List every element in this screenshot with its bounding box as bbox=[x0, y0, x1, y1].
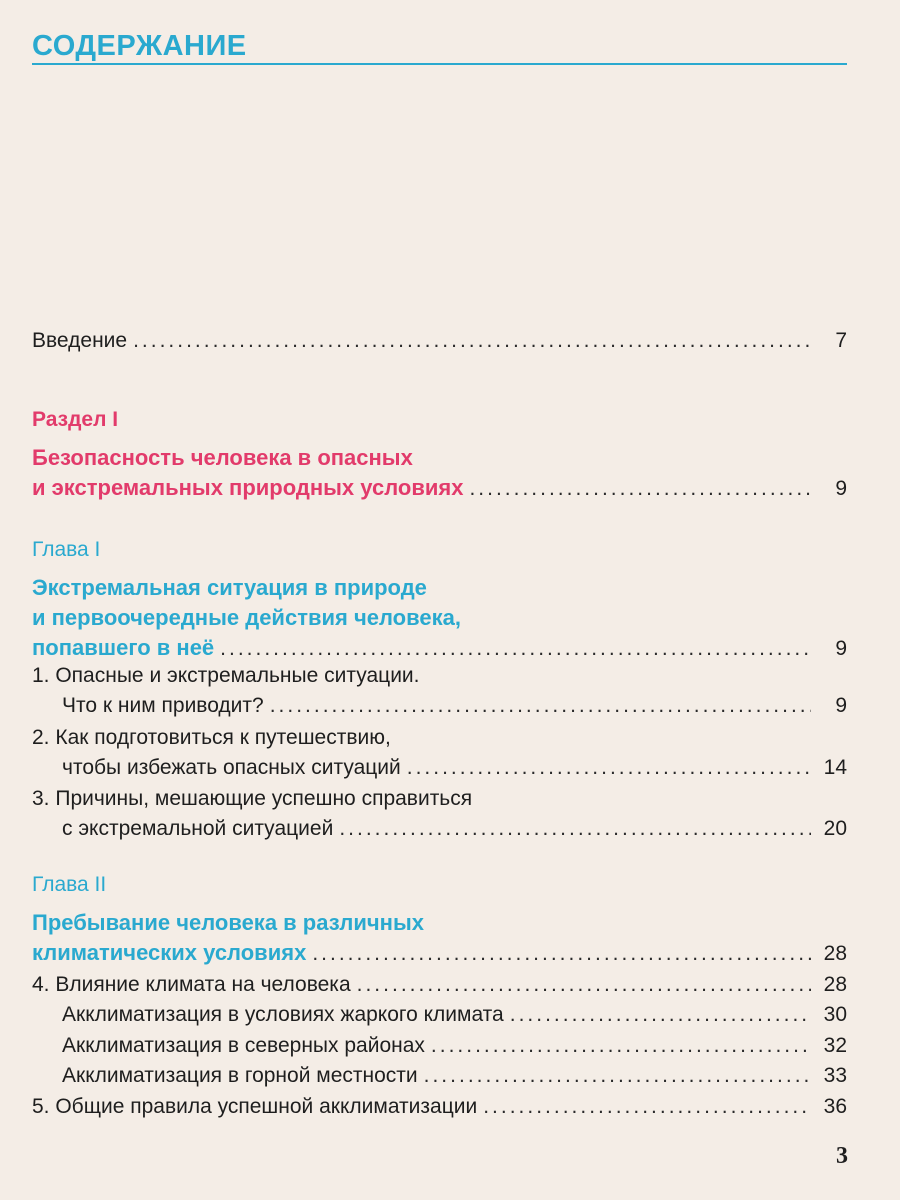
toc-entry-label: 4. Влияние климата на человека bbox=[32, 973, 351, 996]
toc-page-number: 7 bbox=[835, 329, 847, 352]
toc-page-number: 33 bbox=[823, 1064, 847, 1087]
leader-dots bbox=[339, 814, 811, 844]
toc-entry-line: чтобы избежать опасных ситуаций bbox=[62, 756, 401, 779]
toc-page-number: 9 bbox=[835, 637, 847, 660]
toc-entry-label: Акклиматизация в условиях жаркого климата bbox=[62, 1003, 504, 1026]
leader-dots bbox=[270, 691, 811, 721]
toc-entry-line: с экстремальной ситуацией bbox=[62, 817, 334, 840]
chapter-block[interactable] bbox=[32, 870, 847, 968]
toc-entry-label: 5. Общие правила успешной акклиматизации bbox=[32, 1095, 478, 1118]
chapter-title-line: попавшего в неё bbox=[32, 635, 215, 660]
chapter-label: Глава II bbox=[32, 873, 107, 896]
section-title-line: и экстремальных природных условиях bbox=[32, 475, 464, 500]
leader-dots bbox=[483, 1092, 811, 1122]
leader-dots bbox=[469, 474, 811, 504]
section-block[interactable] bbox=[32, 405, 847, 503]
toc-page-number: 28 bbox=[823, 942, 847, 965]
toc-entry-label: Акклиматизация в горной местности bbox=[62, 1064, 418, 1087]
toc-page-number: 9 bbox=[835, 694, 847, 717]
page-number: 3 bbox=[836, 1143, 848, 1169]
chapter-title-line: климатических условиях bbox=[32, 940, 307, 965]
toc-entry-line: Что к ним приводит? bbox=[62, 694, 264, 717]
toc-entry-line: 2. Как подготовиться к путешествию, bbox=[32, 726, 391, 749]
leader-dots bbox=[133, 326, 811, 356]
toc-page-number: 32 bbox=[823, 1034, 847, 1057]
toc-entry[interactable] bbox=[32, 970, 847, 1000]
leader-dots bbox=[357, 970, 811, 1000]
toc-page-number: 36 bbox=[823, 1095, 847, 1118]
toc-entry[interactable] bbox=[32, 661, 847, 721]
leader-dots bbox=[431, 1031, 811, 1061]
leader-dots bbox=[424, 1061, 811, 1091]
page-title: СОДЕРЖАНИЕ bbox=[32, 30, 247, 62]
toc-page-number: 28 bbox=[823, 973, 847, 996]
section-label: Раздел I bbox=[32, 408, 119, 431]
toc-entry[interactable] bbox=[32, 1000, 847, 1030]
leader-dots bbox=[407, 753, 811, 783]
toc-entry[interactable] bbox=[32, 723, 847, 783]
chapter-title-line: и первоочередные действия человека, bbox=[32, 605, 461, 630]
toc-entry-line: 1. Опасные и экстремальные ситуации. bbox=[32, 664, 420, 687]
toc-entry[interactable] bbox=[32, 1061, 847, 1091]
section-title-line: Безопасность человека в опасных bbox=[32, 445, 413, 470]
toc-page-number: 30 bbox=[823, 1003, 847, 1026]
toc-entry[interactable] bbox=[32, 1092, 847, 1122]
toc-entry-intro[interactable] bbox=[32, 326, 847, 356]
toc-entry[interactable] bbox=[32, 1031, 847, 1061]
toc-page-number: 20 bbox=[823, 817, 847, 840]
chapter-title-line: Экстремальная ситуация в природе bbox=[32, 575, 427, 600]
title-divider bbox=[32, 63, 847, 65]
toc-entry-label: Акклиматизация в северных районах bbox=[62, 1034, 425, 1057]
chapter-label: Глава I bbox=[32, 538, 101, 561]
leader-dots bbox=[220, 634, 811, 664]
toc-page-number: 9 bbox=[835, 477, 847, 500]
chapter-block[interactable] bbox=[32, 535, 847, 663]
toc-entry[interactable] bbox=[32, 784, 847, 844]
chapter-title-line: Пребывание человека в различных bbox=[32, 910, 424, 935]
leader-dots bbox=[312, 939, 811, 969]
leader-dots bbox=[510, 1000, 811, 1030]
toc-entry-label: Введение bbox=[32, 329, 128, 352]
toc-entry-line: 3. Причины, мешающие успешно справиться bbox=[32, 787, 473, 810]
toc-page-number: 14 bbox=[823, 756, 847, 779]
